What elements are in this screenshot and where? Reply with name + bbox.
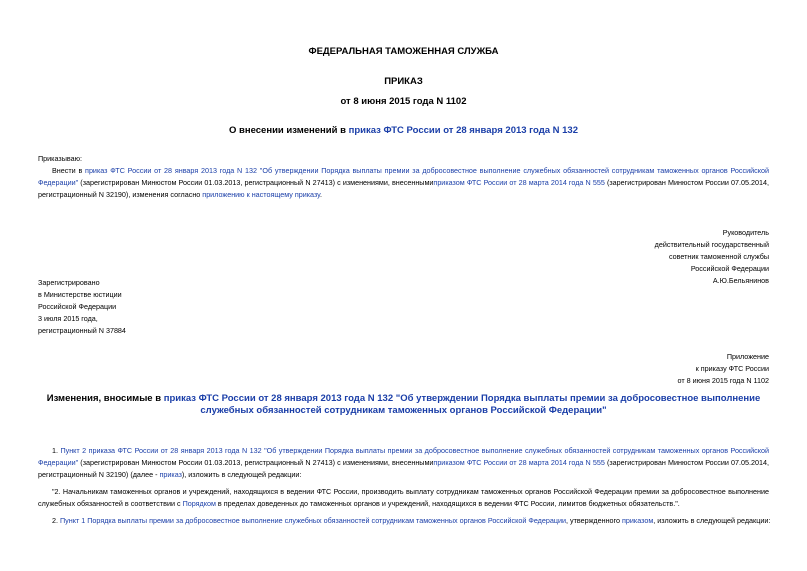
order-link-555[interactable]: приказом ФТС России от 28 марта 2014 года N 555 xyxy=(433,178,605,187)
appendix-item-2 xyxy=(38,515,778,527)
doc-title xyxy=(0,125,807,136)
signature-block xyxy=(655,227,769,287)
order-text: Внести в xyxy=(52,166,86,175)
signature-line: действительный государственный xyxy=(654,240,769,249)
item1-link-point2[interactable]: Пункт 2 приказа ФТС России от 28 января 2013 года N 132 "Об утверждении Порядка выплаты премии за добросовестное выполнение служебных обязанностей сотрудникам таможенных органов Российской Федерации" xyxy=(38,446,769,467)
item1-link-555[interactable]: приказом ФТС России от 28 марта 2014 года N 555 xyxy=(433,458,605,467)
doc-date-number: от 8 июня 2015 года N 1102 xyxy=(340,96,467,107)
item2-link-order[interactable]: приказом xyxy=(622,516,654,525)
item-text: , утвержденного xyxy=(566,516,623,525)
order-intro: Приказываю: xyxy=(38,154,82,163)
appendix-title-link[interactable]: приказ ФТС России от 28 января 2013 года N 132 "Об утверждении Порядка выплаты премии за добросовестное выполнение служебных обязанностей сотрудникам таможенных органов Российской Федерации" xyxy=(163,393,761,416)
registration-block xyxy=(38,277,126,337)
item-text: (зарегистрирован Минюстом России 07.05.2014, регистрационный N 32190) (далее - xyxy=(38,458,769,479)
agency-name: ФЕДЕРАЛЬНАЯ ТАМОЖЕННАЯ СЛУЖБА xyxy=(308,46,499,57)
doc-type: ПРИКАЗ xyxy=(384,76,423,87)
order-text: (зарегистрирован Минюстом России 01.03.2013, регистрационный N 27413) с изменениями, внесенными xyxy=(78,178,434,187)
item1-link-order[interactable]: приказ xyxy=(159,470,182,479)
appendix-item-1 xyxy=(38,445,769,481)
order-link-132[interactable]: приказ ФТС России от 28 января 2013 года N 132 "Об утверждении Порядка выплаты премии за добросовестное выполнение служебных обязанностей сотрудникам таможенных органов Российской Федерации" xyxy=(38,166,769,187)
registration-line: Зарегистрировано xyxy=(38,278,100,287)
item-text: 2. xyxy=(52,516,60,525)
doc-title-prefix: О внесении изменений в xyxy=(229,125,349,136)
order-link-appendix[interactable]: приложению к настоящему приказу xyxy=(202,190,321,199)
registration-line: 3 июля 2015 года, xyxy=(38,314,98,323)
order-paragraph xyxy=(38,165,769,201)
appendix-reference xyxy=(677,351,769,387)
item-text: ), изложить в следующей редакции: xyxy=(181,470,302,479)
registration-line: регистрационный N 37884 xyxy=(38,326,126,335)
item-text: , изложить в следующей редакции: xyxy=(653,516,771,525)
quote-text: "2. Начальникам таможенных органов и учреждений, находящихся в ведении ФТС России, производить выплату сотрудникам таможенных органов Российской Федерации премии за добросовестное выполнение служебных обязанностей в соответствии с xyxy=(38,487,769,508)
appendix-quote xyxy=(38,486,769,510)
order-text: (зарегистрирован Минюстом России 07.05.2014, регистрационный N 32190), изменения согласно xyxy=(38,178,769,199)
item-text: (зарегистрирован Минюстом России 01.03.2013, регистрационный N 27413) с изменениями, внесенными xyxy=(78,458,434,467)
signature-line: советник таможенной службы xyxy=(668,252,769,261)
signature-line: Руководитель xyxy=(722,228,769,237)
item-text: 1. xyxy=(52,446,61,455)
appendix-title xyxy=(40,393,767,417)
registration-line: Российской Федерации xyxy=(38,302,117,311)
appendix-line: Приложение xyxy=(726,352,769,361)
registration-line: в Министерстве юстиции xyxy=(38,290,122,299)
signature-line: А.Ю.Бельянинов xyxy=(712,276,769,285)
appendix-line: к приказу ФТС России xyxy=(695,364,769,373)
quote-text: в пределах доведенных до таможенных органов и учреждений, находящихся в ведении ФТС России, лимитов бюджетных обязательств.". xyxy=(215,499,680,508)
order-text: . xyxy=(320,190,323,199)
item2-link-point1[interactable]: Пункт 1 Порядка выплаты премии за добросовестное выполнение служебных обязанностей сотрудникам таможенных органов Российской Федерации xyxy=(60,516,566,525)
signature-line: Российской Федерации xyxy=(690,264,769,273)
doc-title-link[interactable]: приказ ФТС России от 28 января 2013 года N 132 xyxy=(348,125,578,136)
quote-link-procedure[interactable]: Порядком xyxy=(182,499,216,508)
appendix-title-prefix: Изменения, вносимые в xyxy=(46,393,164,404)
appendix-line: от 8 июня 2015 года N 1102 xyxy=(677,376,769,385)
